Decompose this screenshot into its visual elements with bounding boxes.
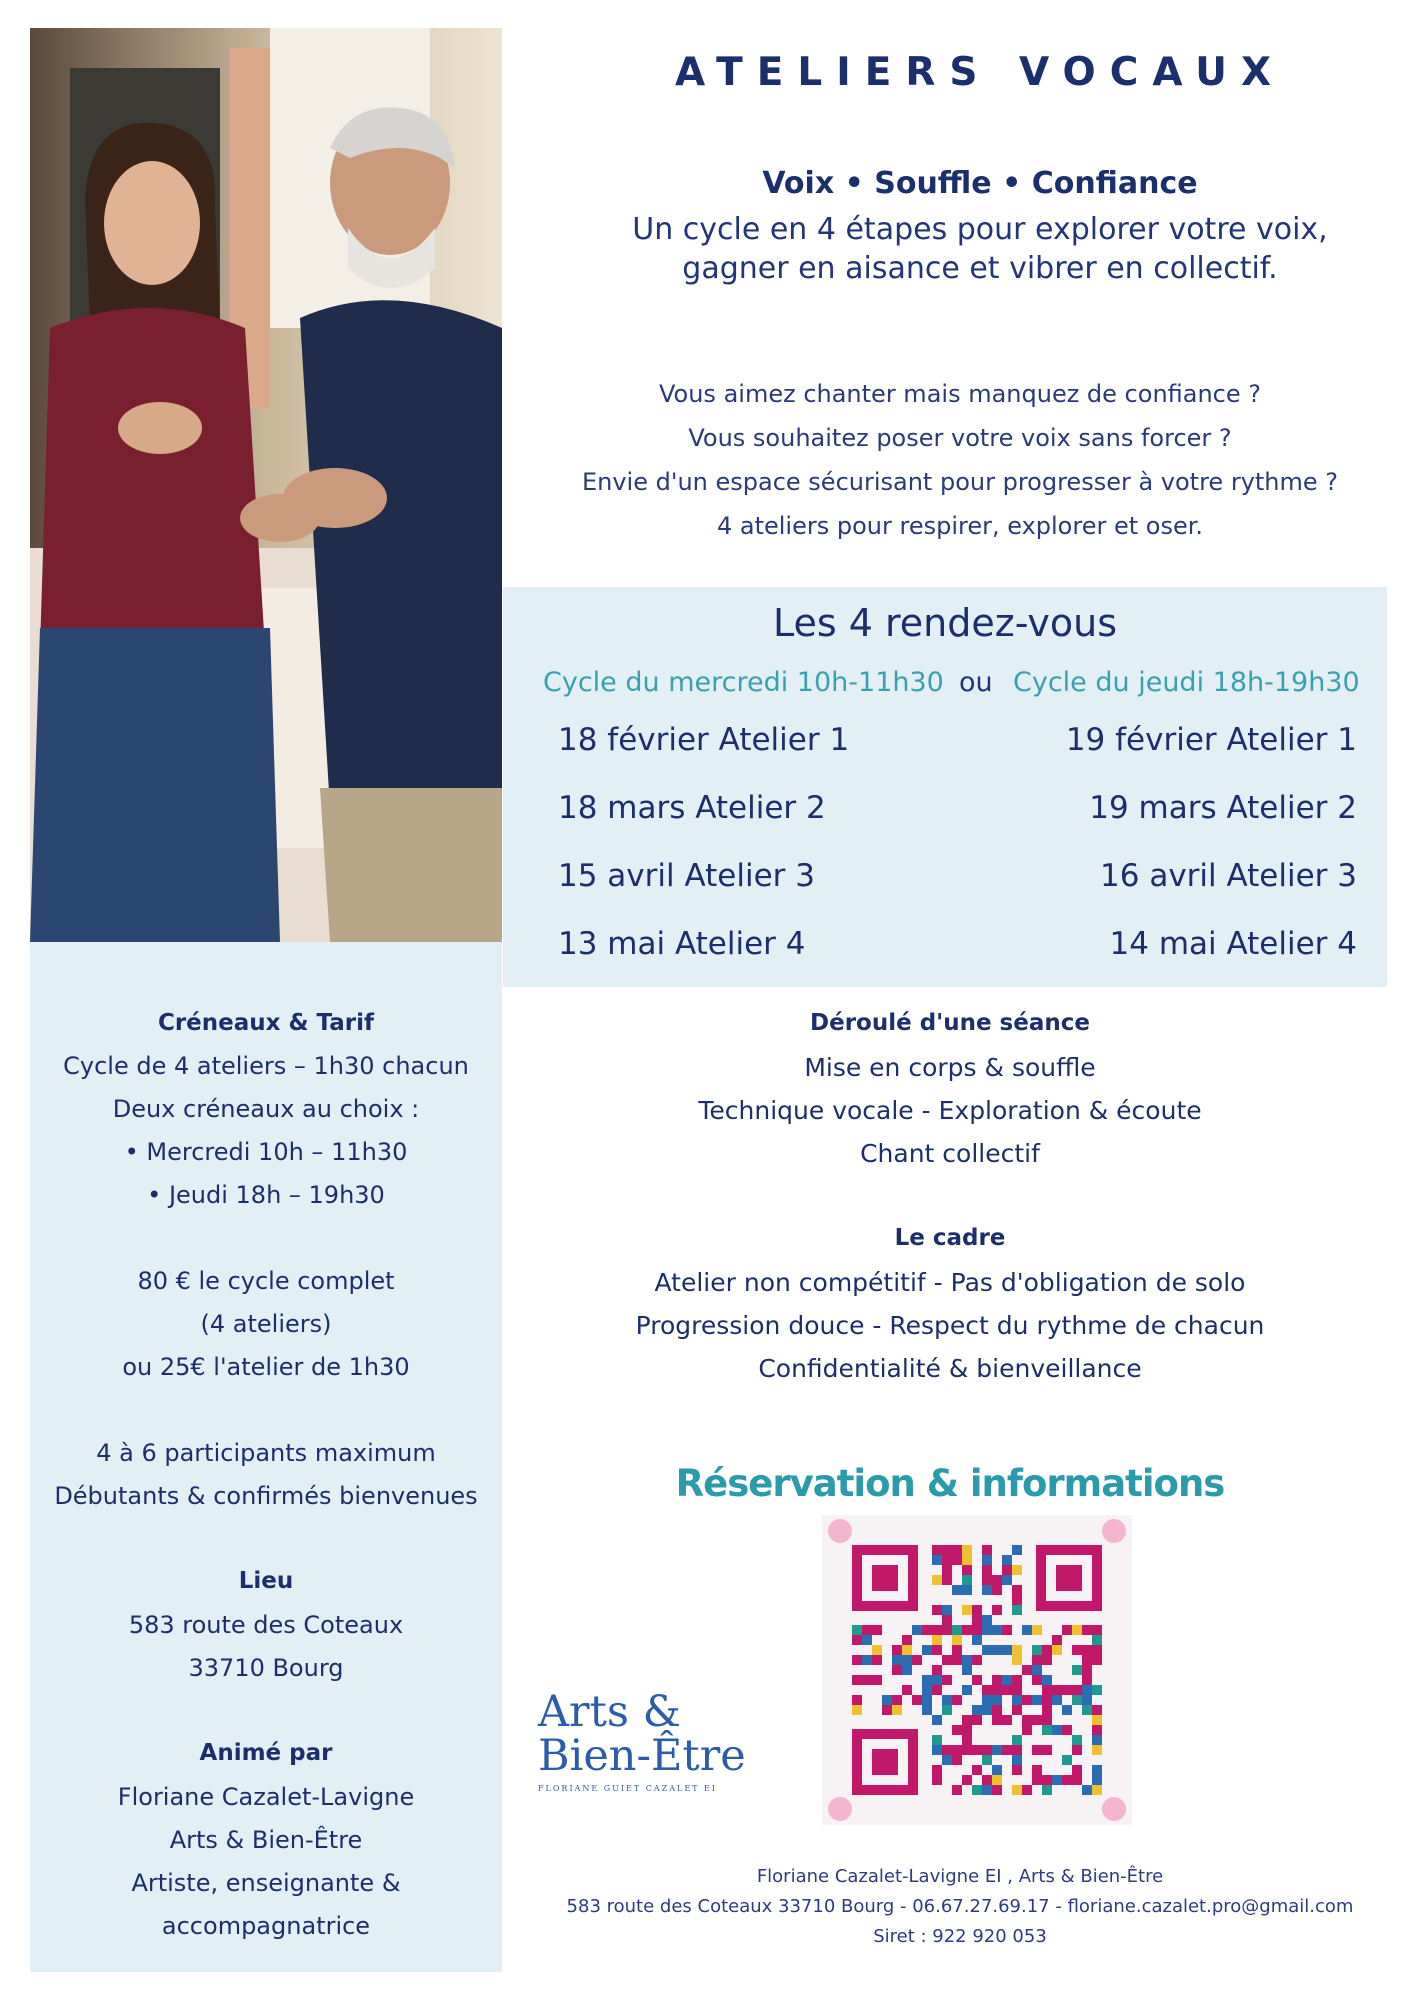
qr-module — [962, 1685, 972, 1695]
qr-module — [892, 1655, 902, 1665]
qr-module — [992, 1695, 1002, 1705]
qr-module — [932, 1775, 942, 1785]
qr-module — [1082, 1625, 1092, 1635]
qr-module — [902, 1665, 912, 1675]
qr-module — [1012, 1645, 1022, 1655]
qr-module — [1072, 1735, 1082, 1745]
qr-module — [982, 1615, 992, 1625]
qr-module — [972, 1605, 982, 1615]
qr-module — [922, 1645, 932, 1655]
thursday-session: 19 février Atelier 1 — [1065, 722, 1357, 758]
qr-module — [942, 1605, 952, 1615]
qr-module — [982, 1745, 992, 1755]
qr-module — [912, 1695, 922, 1705]
qr-module — [1042, 1695, 1052, 1705]
tagline: Voix • Souffle • Confiance — [762, 166, 1198, 201]
qr-module — [1022, 1715, 1032, 1725]
session-line: Chant collectif — [860, 1139, 1040, 1168]
qr-module — [962, 1625, 972, 1635]
qr-module — [1032, 1675, 1042, 1685]
qr-module — [1012, 1595, 1022, 1605]
qr-module — [872, 1655, 882, 1665]
hero-photo — [30, 28, 502, 942]
qr-module — [972, 1615, 982, 1625]
qr-module — [992, 1745, 1002, 1755]
qr-module — [932, 1685, 942, 1695]
qr-module — [1072, 1665, 1082, 1675]
cycle-thursday-label: Cycle du jeudi 18h-19h30 — [1013, 667, 1360, 698]
qr-module — [922, 1625, 932, 1635]
qr-module — [1042, 1685, 1052, 1695]
qr-module — [1012, 1785, 1022, 1795]
qr-module — [982, 1645, 992, 1655]
qr-module — [962, 1555, 972, 1565]
qr-module — [852, 1705, 862, 1715]
reservation-title: Réservation & informations — [675, 1462, 1225, 1505]
session-heading: Déroulé d'une séance — [810, 1010, 1090, 1036]
qr-module — [982, 1705, 992, 1715]
qr-module — [952, 1545, 962, 1555]
qr-module — [1042, 1785, 1052, 1795]
qr-module — [1052, 1695, 1062, 1705]
qr-module — [972, 1715, 982, 1725]
qr-module — [922, 1695, 932, 1705]
brand-logo — [538, 1687, 758, 1793]
session-line: Technique vocale - Exploration & écoute — [698, 1096, 1202, 1125]
price-line: ou 25€ l'atelier de 1h30 — [122, 1353, 410, 1381]
qr-module — [932, 1555, 942, 1565]
qr-module — [1032, 1715, 1042, 1725]
logo-wordmark — [538, 1687, 758, 1781]
qr-module — [1082, 1675, 1092, 1685]
qr-module — [992, 1715, 1002, 1725]
thursday-session: 14 mai Atelier 4 — [1109, 926, 1357, 962]
participants-line: 4 à 6 participants maximum — [96, 1439, 436, 1467]
price-line: 80 € le cycle complet — [137, 1267, 395, 1295]
qr-module — [982, 1585, 992, 1595]
qr-module — [862, 1655, 872, 1665]
qr-module — [972, 1785, 982, 1795]
qr-module — [852, 1635, 862, 1645]
qr-module — [952, 1555, 962, 1565]
subtitle — [560, 210, 1400, 288]
qr-module — [932, 1545, 942, 1555]
qr-module — [972, 1625, 982, 1635]
qr-module — [1082, 1665, 1092, 1675]
place-heading: Lieu — [238, 1568, 294, 1594]
thursday-session: 16 avril Atelier 3 — [1100, 858, 1357, 894]
qr-module — [1002, 1555, 1012, 1565]
qr-module — [1062, 1625, 1072, 1635]
qr-module — [952, 1645, 962, 1655]
qr-module — [972, 1765, 982, 1775]
wednesday-session: 18 mars Atelier 2 — [558, 790, 826, 826]
qr-module — [852, 1655, 862, 1665]
qr-module — [962, 1665, 972, 1675]
qr-module — [1092, 1705, 1102, 1715]
qr-module — [1042, 1675, 1052, 1685]
qr-module — [1052, 1635, 1062, 1645]
qr-module — [982, 1685, 992, 1695]
question-line: Envie d'un espace sécurisant pour progresser à votre rythme ? — [581, 468, 1339, 496]
qr-module — [1062, 1685, 1072, 1695]
qr-module — [1032, 1745, 1042, 1755]
qr-module — [1042, 1645, 1052, 1655]
qr-module — [962, 1575, 972, 1585]
qr-module — [1062, 1775, 1072, 1785]
qr-module — [932, 1715, 942, 1725]
qr-module — [1022, 1785, 1032, 1795]
qr-module — [942, 1675, 952, 1685]
qr-module — [932, 1575, 942, 1585]
qr-module — [1012, 1685, 1022, 1695]
qr-module — [1002, 1685, 1012, 1695]
qr-module — [952, 1785, 962, 1795]
qr-module — [892, 1665, 902, 1675]
qr-module — [892, 1705, 902, 1715]
qr-module — [1012, 1545, 1022, 1555]
place-line: 583 route des Coteaux — [128, 1611, 404, 1639]
qr-module — [982, 1775, 992, 1785]
qr-module — [982, 1695, 992, 1705]
qr-module — [1002, 1675, 1012, 1685]
qr-module — [982, 1625, 992, 1635]
qr-module — [972, 1675, 982, 1685]
qr-module — [1072, 1685, 1082, 1695]
qr-module — [922, 1685, 932, 1695]
qr-module — [942, 1745, 952, 1755]
qr-module — [952, 1755, 962, 1765]
question-line: Vous aimez chanter mais manquez de confiance ? — [658, 380, 1262, 408]
qr-module — [1092, 1725, 1102, 1735]
footer-line: Floriane Cazalet-Lavigne EI , Arts & Bien-Être — [756, 1866, 1164, 1887]
qr-module — [962, 1725, 972, 1735]
qr-module — [1012, 1755, 1022, 1765]
qr-module — [1082, 1645, 1092, 1655]
qr-module — [1012, 1745, 1022, 1755]
frame-heading: Le cadre — [894, 1225, 1006, 1251]
qr-module — [942, 1555, 952, 1565]
qr-module — [1042, 1655, 1052, 1665]
frame-line: Confidentialité & bienveillance — [758, 1354, 1142, 1383]
qr-module — [1062, 1725, 1072, 1735]
qr-module — [872, 1625, 882, 1635]
qr-module — [992, 1685, 1002, 1695]
qr-module — [992, 1575, 1002, 1585]
qr-module — [1012, 1765, 1022, 1775]
qr-module — [1022, 1725, 1032, 1735]
qr-module — [892, 1645, 902, 1655]
qr-module — [1012, 1655, 1022, 1665]
qr-module — [942, 1755, 952, 1765]
qr-module — [972, 1655, 982, 1665]
qr-module — [952, 1655, 962, 1665]
footer-line: Siret : 922 920 053 — [873, 1926, 1047, 1947]
question-line: 4 ateliers pour respirer, explorer et oser. — [716, 512, 1204, 540]
qr-module — [1022, 1695, 1032, 1705]
qr-module — [1042, 1725, 1052, 1735]
qr-module — [932, 1745, 942, 1755]
qr-module — [1082, 1655, 1092, 1665]
logo-line: Arts & — [538, 1687, 681, 1737]
qr-module — [1092, 1645, 1102, 1655]
qr-module — [882, 1695, 892, 1705]
qr-module — [962, 1545, 972, 1555]
wednesday-session: 13 mai Atelier 4 — [558, 926, 806, 962]
cycle-or-label: ou — [959, 667, 993, 698]
qr-module — [892, 1695, 902, 1705]
qr-module — [942, 1575, 952, 1585]
page-title: ATELIERS VOCAUX — [674, 50, 1286, 95]
qr-module — [1002, 1575, 1012, 1585]
qr-module — [1092, 1775, 1102, 1785]
qr-module — [982, 1755, 992, 1765]
slots-line: Cycle de 4 ateliers – 1h30 chacun — [63, 1052, 469, 1080]
qr-module — [1072, 1765, 1082, 1775]
qr-module — [932, 1645, 942, 1655]
qr-module — [1092, 1655, 1102, 1665]
qr-module — [982, 1575, 992, 1585]
qr-module — [952, 1635, 962, 1645]
qr-module — [1092, 1745, 1102, 1755]
qr-module — [852, 1695, 862, 1705]
info-panel — [30, 942, 502, 1972]
qr-module — [942, 1615, 952, 1625]
qr-module — [1032, 1765, 1042, 1775]
qr-module — [1062, 1755, 1072, 1765]
qr-module — [1012, 1565, 1022, 1575]
qr-module — [942, 1695, 952, 1705]
slots-line: • Jeudi 18h – 19h30 — [147, 1181, 385, 1209]
qr-module — [1032, 1625, 1042, 1635]
qr-module — [1032, 1695, 1042, 1705]
qr-module — [942, 1655, 952, 1665]
qr-module — [1022, 1625, 1032, 1635]
qr-module — [1052, 1725, 1062, 1735]
qr-module — [992, 1675, 1002, 1685]
subtitle-line: Un cycle en 4 étapes pour explorer votre voix, — [632, 212, 1328, 247]
qr-module — [932, 1765, 942, 1775]
qr-module — [1042, 1745, 1052, 1755]
qr-module — [1002, 1645, 1012, 1655]
qr-module — [1082, 1705, 1092, 1715]
qr-module — [902, 1685, 912, 1695]
qr-module — [952, 1695, 962, 1705]
qr-module — [1092, 1785, 1102, 1795]
qr-module — [982, 1565, 992, 1575]
qr-module — [1042, 1775, 1052, 1785]
qr-module — [952, 1745, 962, 1755]
qr-module — [1072, 1625, 1082, 1635]
qr-module — [1082, 1695, 1092, 1705]
qr-module — [1052, 1685, 1062, 1695]
qr-module — [962, 1565, 972, 1575]
wednesday-session: 18 février Atelier 1 — [558, 722, 850, 758]
qr-module — [992, 1705, 1002, 1715]
qr-module — [1002, 1565, 1012, 1575]
qr-module — [932, 1625, 942, 1635]
qr-module — [1082, 1785, 1092, 1795]
qr-module — [1032, 1645, 1042, 1655]
qr-module — [1072, 1745, 1082, 1755]
qr-module — [1012, 1705, 1022, 1715]
qr-module — [932, 1735, 942, 1745]
footer — [520, 1862, 1400, 1952]
cycle-wednesday-label: Cycle du mercredi 10h-11h30 — [543, 667, 944, 698]
qr-module — [932, 1675, 942, 1685]
slots-line: • Mercredi 10h – 11h30 — [124, 1138, 408, 1166]
question-line: Vous souhaitez poser votre voix sans forcer ? — [688, 424, 1232, 452]
qr-module — [1092, 1685, 1102, 1695]
qr-module — [992, 1605, 1002, 1615]
qr-module — [872, 1645, 882, 1655]
qr-module — [922, 1705, 932, 1715]
footer-contact-line[interactable]: 583 route des Coteaux 33710 Bourg - 06.67.27.69.17 - floriane.cazalet.pro@gmail.com — [566, 1896, 1354, 1917]
intro-questions — [520, 372, 1400, 548]
qr-module — [852, 1625, 862, 1635]
qr-module — [882, 1705, 892, 1715]
qr-module — [1012, 1675, 1022, 1685]
qr-module — [902, 1645, 912, 1655]
qr-module — [962, 1745, 972, 1755]
qr-module — [1092, 1635, 1102, 1645]
qr-module — [982, 1555, 992, 1565]
qr-module — [1052, 1645, 1062, 1655]
logo-line: Bien-Être — [538, 1731, 746, 1781]
qr-module — [1032, 1665, 1042, 1675]
host-line: Artiste, enseignante & — [131, 1869, 401, 1897]
flower-icon — [828, 1519, 852, 1543]
session-line: Mise en corps & souffle — [804, 1053, 1096, 1082]
qr-module — [932, 1605, 942, 1615]
qr-module — [992, 1775, 1002, 1785]
participants-line: Débutants & confirmés bienvenues — [54, 1482, 478, 1510]
qr-module — [1042, 1705, 1052, 1715]
qr-module — [962, 1605, 972, 1615]
flower-icon — [1102, 1519, 1126, 1543]
qr-module — [862, 1675, 872, 1685]
qr-finder-core — [872, 1565, 898, 1591]
slots-line: Deux créneaux au choix : — [112, 1095, 420, 1123]
qr-module — [902, 1655, 912, 1665]
qr-module — [942, 1545, 952, 1555]
frame-line: Progression douce - Respect du rythme de chacun — [635, 1311, 1265, 1340]
qr-module — [952, 1725, 962, 1735]
qr-module — [962, 1735, 972, 1745]
qr-module — [972, 1705, 982, 1715]
logo-subtitle: FLORIANE GUIET CAZALET EI — [538, 1784, 718, 1793]
qr-finder-core — [872, 1749, 898, 1775]
qr-module — [1032, 1775, 1042, 1785]
place-line: 33710 Bourg — [188, 1654, 344, 1682]
qr-module — [942, 1565, 952, 1575]
qr-module — [1062, 1705, 1072, 1715]
schedule-title: Les 4 rendez-vous — [772, 601, 1118, 645]
qr-module — [1012, 1585, 1022, 1595]
qr-module — [992, 1765, 1002, 1775]
qr-module — [952, 1585, 962, 1595]
qr-module — [932, 1635, 942, 1645]
flower-icon — [1102, 1797, 1126, 1821]
qr-module — [1012, 1735, 1022, 1745]
qr-module — [992, 1785, 1002, 1795]
qr-module — [912, 1625, 922, 1635]
host-line: Arts & Bien-Être — [169, 1826, 363, 1854]
qr-module — [962, 1655, 972, 1665]
qr-module — [1002, 1625, 1012, 1635]
qr-module — [992, 1645, 1002, 1655]
qr-module — [962, 1585, 972, 1595]
qr-module — [1042, 1715, 1052, 1725]
schedule-panel — [503, 587, 1387, 987]
qr-module — [862, 1625, 872, 1635]
qr-module — [932, 1665, 942, 1675]
qr-module — [902, 1635, 912, 1645]
qr-module — [1072, 1645, 1082, 1655]
qr-module — [1092, 1715, 1102, 1725]
qr-module — [1072, 1775, 1082, 1785]
host-line: Floriane Cazalet-Lavigne — [117, 1783, 415, 1811]
singers-illustration — [30, 28, 502, 942]
qr-module — [852, 1675, 862, 1685]
qr-module — [942, 1625, 952, 1635]
qr-module — [862, 1635, 872, 1645]
qr-module — [1022, 1665, 1032, 1675]
qr-module — [1082, 1685, 1092, 1695]
qr-module — [992, 1585, 1002, 1595]
qr-module — [1012, 1605, 1022, 1615]
host-line: accompagnatrice — [161, 1912, 371, 1940]
qr-module — [1092, 1735, 1102, 1745]
qr-module — [1092, 1765, 1102, 1775]
qr-finder-core — [1056, 1565, 1082, 1591]
qr-module — [962, 1715, 972, 1725]
wednesday-session: 15 avril Atelier 3 — [558, 858, 815, 894]
flower-icon — [828, 1797, 852, 1821]
qr-module — [1092, 1625, 1102, 1635]
qr-module — [952, 1625, 962, 1635]
slots-heading: Créneaux & Tarif — [157, 1010, 375, 1036]
qr-module — [962, 1775, 972, 1785]
qr-module — [872, 1675, 882, 1685]
price-line: (4 ateliers) — [200, 1310, 332, 1338]
qr-module — [972, 1745, 982, 1755]
qr-module — [1072, 1695, 1082, 1705]
qr-code[interactable] — [822, 1515, 1132, 1825]
qr-module — [972, 1635, 982, 1645]
qr-module — [992, 1625, 1002, 1635]
frame-line: Atelier non compétitif - Pas d'obligation de solo — [654, 1268, 1246, 1297]
host-heading: Animé par — [199, 1740, 333, 1766]
qr-module — [942, 1705, 952, 1715]
thursday-session: 19 mars Atelier 2 — [1089, 790, 1357, 826]
qr-code-image — [822, 1515, 1132, 1825]
qr-module — [1002, 1715, 1012, 1725]
qr-module — [982, 1545, 992, 1555]
qr-module — [1002, 1745, 1012, 1755]
qr-module — [1012, 1695, 1022, 1705]
qr-module — [982, 1785, 992, 1795]
subtitle-line: gagner en aisance et vibrer en collectif. — [682, 251, 1278, 286]
qr-module — [1052, 1775, 1062, 1785]
qr-module — [912, 1655, 922, 1665]
qr-module — [922, 1675, 932, 1685]
qr-module — [1032, 1655, 1042, 1665]
